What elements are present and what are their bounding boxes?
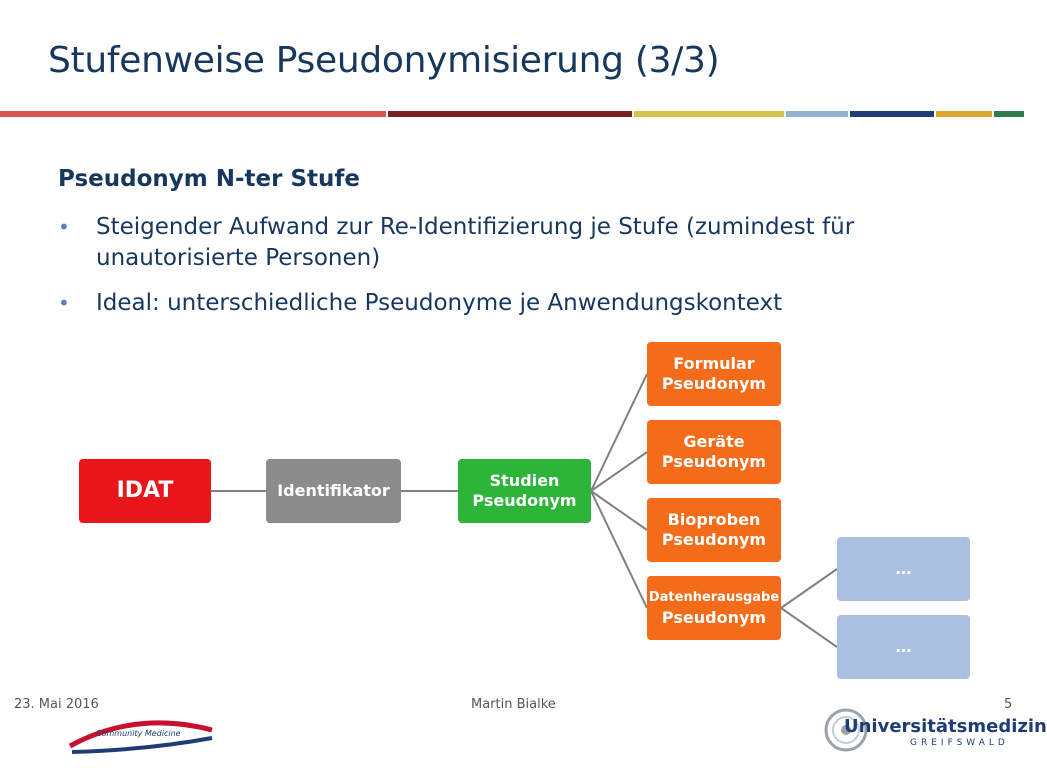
bioproben-label-line2: Pseudonym xyxy=(661,530,767,549)
formular-pseudonym-box xyxy=(647,342,781,406)
connector-studien-datenherausgabe xyxy=(591,491,647,608)
datenherausgabe-label-line2: Pseudonym xyxy=(661,608,767,627)
geraete-label-line1: Geräte xyxy=(683,432,745,451)
geraete-pseudonym-box xyxy=(647,420,781,484)
studien-label-line2: Pseudonym xyxy=(472,491,577,510)
community-medicine-logo xyxy=(66,716,216,760)
formular-label-line2: Pseudonym xyxy=(661,374,767,393)
geraete-label-line2: Pseudonym xyxy=(661,452,767,471)
identifikator-box xyxy=(266,459,401,523)
universitaetsmedizin-logo-text: Universitätsmedizin xyxy=(844,716,1047,737)
datenherausgabe-pseudonym-box xyxy=(647,576,781,640)
formular-label-line1: Formular xyxy=(673,354,755,373)
ellipsis-box-2 xyxy=(837,615,970,679)
footer-date: 23. Mai 2016 xyxy=(14,697,99,712)
section-heading: Pseudonym N-ter Stufe xyxy=(58,166,360,192)
bioproben-label-line1: Bioproben xyxy=(667,510,761,529)
slide-title: Stufenweise Pseudonymisierung (3/3) xyxy=(48,40,720,81)
bioproben-pseudonym-box xyxy=(647,498,781,562)
ellipsis-label-1: … xyxy=(895,559,912,578)
datenherausgabe-label-line1: Datenherausgabe xyxy=(648,590,780,605)
bullet-icon: • xyxy=(58,215,70,239)
connector-daten-ellipsis1 xyxy=(781,569,837,608)
ellipsis-box-1 xyxy=(837,537,970,601)
bullet-text: Ideal: unterschiedliche Pseudonyme je Anwendungskontext xyxy=(96,290,783,316)
idat-box xyxy=(79,459,211,523)
studien-label-line1: Studien xyxy=(489,471,560,490)
bullet-icon: • xyxy=(58,291,70,315)
universitaetsmedizin-logo-subtext: GREIFSWALD xyxy=(910,738,1009,748)
connector-studien-formular xyxy=(591,374,647,491)
community-medicine-logo-text: Community Medicine xyxy=(96,729,181,738)
bullet-text: Steigender Aufwand zur Re-Identifizierung je Stufe (zumindest für unautorisierte Personen) xyxy=(96,214,855,271)
idat-label: IDAT xyxy=(116,478,174,503)
footer-author: Martin Bialke xyxy=(471,697,556,712)
connector-daten-ellipsis2 xyxy=(781,608,837,647)
ellipsis-label-2: … xyxy=(895,637,912,656)
footer-page-number: 5 xyxy=(1004,697,1013,712)
identifikator-label: Identifikator xyxy=(277,481,390,500)
studien-pseudonym-box xyxy=(458,459,591,523)
